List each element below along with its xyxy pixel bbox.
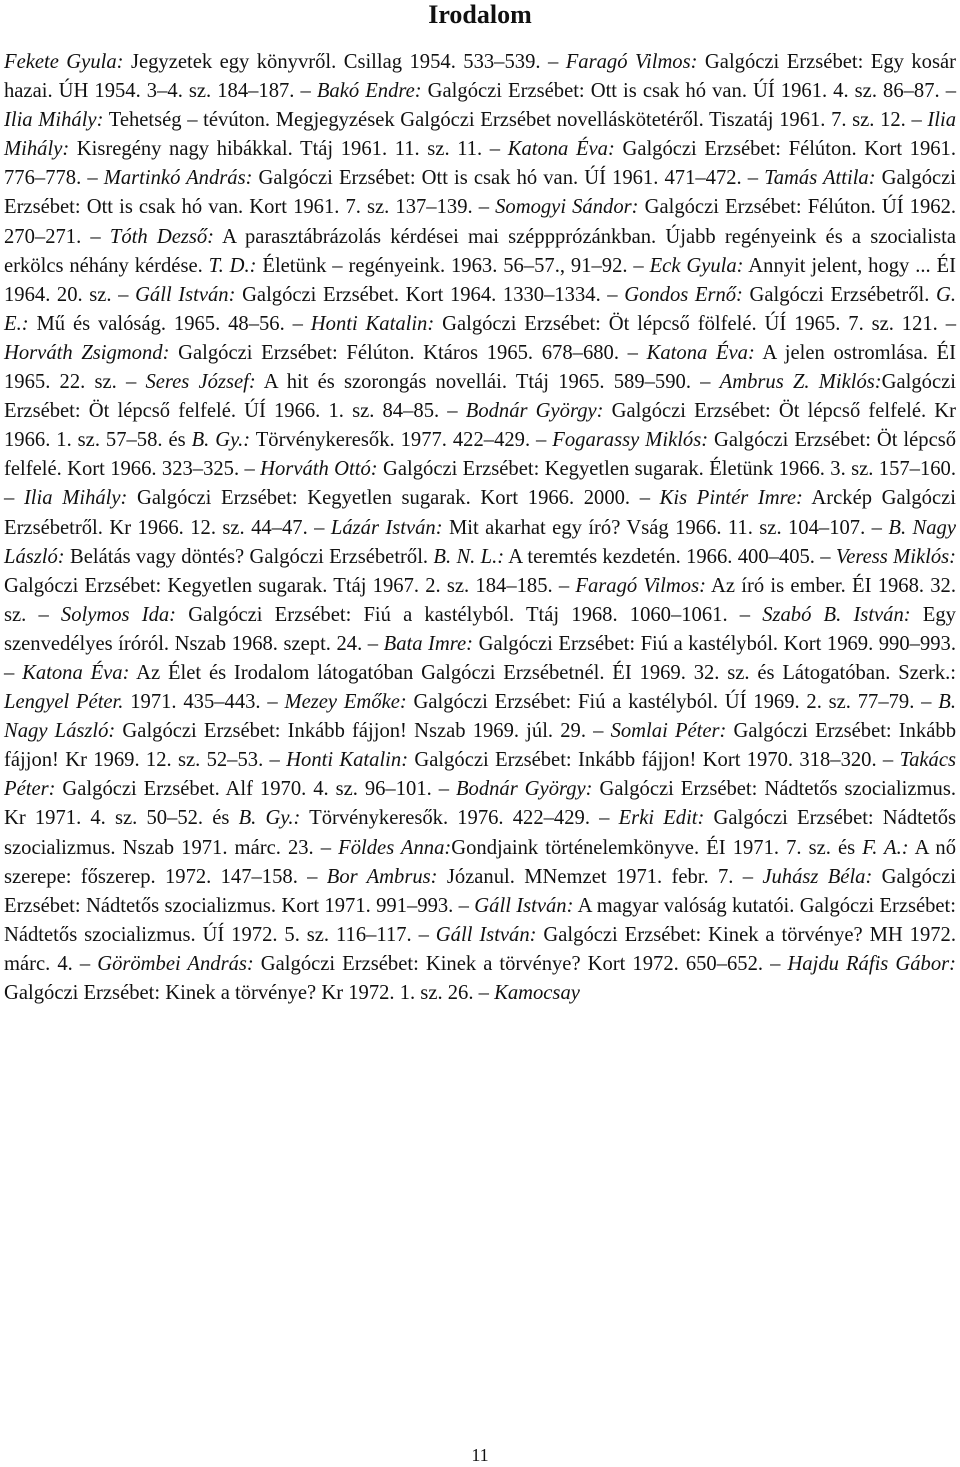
reference-text: Tehetség – tévúton. Megjegyzések Galgóczi Erzsébet novelláskötetéről. Tiszatáj 1961. 7. sz. 12. – bbox=[103, 109, 928, 132]
reference-author: Katona Éva: bbox=[507, 138, 615, 161]
reference-author: Somlai Péter: bbox=[610, 720, 727, 743]
reference-text: Galgóczi Erzsébet: Kinek a törvénye? Kort 1972. 650–652. – bbox=[253, 952, 788, 975]
reference-text: Józanul. MNemzet 1971. febr. 7. – bbox=[437, 865, 763, 888]
reference-text: Az Élet és Irodalom látogatóban Galgóczi Erzsébetnél. ÉI 1969. 32. sz. és Látogatóban. Szerk.: bbox=[129, 661, 957, 684]
reference-text: Galgóczi Erzsébet: Öt lépcső felfelé. Kort 1966. 323–325. – bbox=[4, 429, 957, 481]
reference-author: Eck Gyula: bbox=[649, 254, 744, 277]
reference-text: Gondjaink történelemkönyve. ÉI 1971. 7. sz. és bbox=[451, 836, 863, 859]
reference-text: Mű és valóság. 1965. 48–56. – bbox=[28, 312, 311, 335]
reference-text: Galgóczi Erzsébetről. bbox=[742, 283, 936, 306]
reference-author: Kamocsay bbox=[494, 982, 580, 1004]
reference-author: Faragó Vilmos: bbox=[575, 574, 706, 597]
reference-author: Veress Miklós: bbox=[835, 545, 956, 568]
reference-author: Juhász Béla: bbox=[762, 865, 873, 888]
reference-text: Galgóczi Erzsébet: Nádtetős szocializmus. Kr 1971. 4. sz. 50–52. és bbox=[4, 778, 956, 830]
reference-author: B. Nagy László: bbox=[4, 691, 956, 743]
reference-text: A hit és szorongás novellái. Ttáj 1965. 589–590. – bbox=[255, 371, 720, 394]
reference-text: Galgóczi Erzsébet: Inkább fájjon! Kr 1969. 12. sz. 52–53. – bbox=[4, 720, 956, 772]
reference-author: F. A.: bbox=[862, 836, 909, 859]
reference-text: Törvénykeresők. 1976. 422–429. – bbox=[300, 807, 619, 830]
reference-text: Galgóczi Erzsébet: Kegyetlen sugarak. Ttáj 1967. 2. sz. 184–185. – bbox=[4, 574, 576, 597]
reference-text: 1971. 435–443. – bbox=[123, 691, 285, 714]
reference-text: Galgóczi Erzsébet: Ott is csak hó van. Kort 1961. 7. sz. 137–139. – bbox=[4, 167, 956, 219]
reference-author: Horváth Ottó: bbox=[260, 458, 378, 481]
reference-text: Kisregény nagy hibákkal. Ttáj 1961. 11. sz. 11. – bbox=[69, 138, 508, 161]
reference-author: Mezey Emőke: bbox=[284, 691, 407, 714]
reference-text: Törvénykeresők. 1977. 422–429. – bbox=[250, 429, 553, 452]
reference-author: Martinkó András: bbox=[103, 167, 253, 190]
reference-author: Lázár István: bbox=[330, 516, 443, 539]
reference-author: Hajdu Ráfis Gábor: bbox=[787, 952, 956, 975]
reference-author: Katona Éva: bbox=[646, 341, 755, 364]
reference-text: Belátás vagy döntés? Galgóczi Erzsébetről. bbox=[64, 545, 434, 568]
reference-author: B. N. L.: bbox=[433, 545, 505, 568]
reference-text: Galgóczi Erzsébet: Kinek a törvénye? Kr 1972. 1. sz. 26. – bbox=[4, 982, 495, 1004]
reference-author: Ilia Mihály: bbox=[23, 487, 128, 510]
reference-author: Lengyel Péter. bbox=[4, 691, 124, 714]
reference-text: Galgóczi Erzsébet. Kort 1964. 1330–1334. – bbox=[235, 283, 625, 306]
reference-author: Honti Katalin: bbox=[310, 312, 435, 335]
reference-text: Mit akarhat egy író? Vság 1966. 11. sz. 104–107. – bbox=[442, 516, 889, 539]
reference-text: Galgóczi Erzsébet: Kegyetlen sugarak. Életünk 1966. 3. sz. 157–160. – bbox=[4, 458, 956, 510]
reference-text: Jegyzetek egy könyvről. Csillag 1954. 533–539. – bbox=[123, 51, 566, 73]
reference-author: Faragó Vilmos: bbox=[565, 51, 698, 73]
reference-text: A parasztábrázolás kérdései mai széppprózánkban. Újabb regényeink és a szocialista erkölcs néhány kérdése. bbox=[4, 225, 956, 277]
reference-text: Galgóczi Erzsébet. Alf 1970. 4. sz. 96–101. – bbox=[55, 778, 456, 801]
reference-author: Földes Anna: bbox=[338, 836, 452, 859]
reference-author: Gondos Ernő: bbox=[624, 283, 743, 306]
reference-author: Fekete Gyula: bbox=[4, 51, 124, 73]
reference-text: Galgóczi Erzsébet: Inkább fájjon! Nszab 1969. júl. 29. – bbox=[115, 720, 611, 743]
reference-author: G. E.: bbox=[4, 283, 956, 335]
reference-author: Gáll István: bbox=[474, 894, 574, 917]
reference-author: Bor Ambrus: bbox=[326, 865, 438, 888]
reference-author: Gáll István: bbox=[135, 283, 236, 306]
reference-text: A jelen ostromlása. ÉI 1965. 22. sz. – bbox=[4, 341, 956, 394]
page-number: 11 bbox=[471, 1445, 489, 1465]
reference-text: A nő szerepe: főszerep. 1972. 147–158. – bbox=[4, 836, 956, 888]
reference-author: T. D.: bbox=[208, 254, 257, 277]
reference-author: Bodnár György: bbox=[465, 400, 604, 423]
reference-text: Galgóczi Erzsébet: Kinek a törvénye? MH 1972. márc. 4. – bbox=[4, 923, 956, 975]
reference-text: Az író is ember. ÉI 1968. 32. sz. – bbox=[4, 574, 956, 626]
reference-author: Kis Pintér Imre: bbox=[659, 487, 803, 510]
reference-text: Egy szenvedélyes íróról. Nszab 1968. szept. 24. – bbox=[4, 603, 956, 655]
reference-text: Galgóczi Erzsébet: Fiú a kastélyból. ÚÍ 1969. 2. sz. 77–79. – bbox=[406, 691, 939, 714]
bibliography-paragraph bbox=[4, 48, 956, 1008]
reference-author: Tóth Dezső: bbox=[109, 225, 215, 248]
reference-author: Seres József: bbox=[145, 371, 256, 394]
reference-text: A teremtés kezdetén. 1966. 400–405. – bbox=[504, 545, 836, 568]
reference-author: Tamás Attila: bbox=[764, 167, 876, 190]
reference-text: Galgóczi Erzsébet: Fiú a kastélyból. Kort 1969. 990–993. – bbox=[4, 632, 956, 684]
reference-author: Bakó Endre: bbox=[316, 80, 422, 103]
reference-author: Gáll István: bbox=[435, 923, 537, 946]
reference-author: B. Nagy László: bbox=[4, 516, 956, 568]
reference-author: Görömbei András: bbox=[97, 952, 254, 975]
reference-author: Fogarassy Miklós: bbox=[552, 429, 709, 452]
reference-text: Életünk – regényeink. 1963. 56–57., 91–92. – bbox=[256, 254, 650, 277]
reference-author: B. Gy.: bbox=[238, 807, 301, 830]
reference-author: Solymos Ida: bbox=[60, 603, 177, 626]
reference-text: Galgóczi Erzsébet: Félúton. ÚÍ 1962. 270–271. – bbox=[4, 196, 957, 248]
reference-text: Galgóczi Erzsébet: Öt lépcső felfelé. Kr 1966. 1. sz. 57–58. és bbox=[4, 400, 956, 452]
reference-text: Arckép Galgóczi Erzsébetről. Kr 1966. 12. sz. 44–47. – bbox=[4, 487, 956, 539]
reference-author: Szabó B. István: bbox=[762, 603, 911, 626]
reference-author: Horváth Zsigmond: bbox=[4, 341, 170, 364]
reference-author: Somogyi Sándor: bbox=[495, 196, 639, 219]
reference-author: Honti Katalin: bbox=[286, 749, 409, 772]
reference-author: Ilia Mihály: bbox=[4, 109, 104, 132]
reference-author: Erki Edit: bbox=[618, 807, 705, 830]
reference-text: Annyit jelent, hogy ... ÉI 1964. 20. sz. – bbox=[4, 254, 956, 306]
reference-text: Galgóczi Erzsébet: Kegyetlen sugarak. Kort 1966. 2000. – bbox=[127, 487, 660, 510]
reference-author: Takács Péter: bbox=[4, 749, 957, 801]
reference-text: Galgóczi Erzsébet: Öt lépcső felfelé. ÚÍ 1966. 1. sz. 84–85. – bbox=[4, 371, 956, 423]
page-title: Irodalom bbox=[428, 0, 532, 29]
reference-author: Bodnár György: bbox=[455, 778, 593, 801]
reference-text: A magyar valóság kutatói. Galgóczi Erzsébet: Nádtetős szocializmus. ÚÍ 1972. 5. sz. 116–117. – bbox=[4, 894, 956, 946]
reference-author: Ilia Mihály: bbox=[4, 109, 957, 161]
reference-text: Galgóczi Erzsébet: Inkább fájjon! Kort 1970. 318–320. – bbox=[408, 749, 900, 772]
reference-text: Galgóczi Erzsébet: Nádtetős szocializmus. Nszab 1971. márc. 23. – bbox=[4, 807, 957, 859]
reference-text: Galgóczi Erzsébet: Félúton. Kort 1961. 776–778. – bbox=[4, 138, 956, 190]
reference-text: Galgóczi Erzsébet: Nádtetős szocializmus. Kort 1971. 991–993. – bbox=[4, 865, 956, 917]
reference-text: Galgóczi Erzsébet: Egy kosár hazai. ÚH 1954. 3–4. sz. 184–187. – bbox=[4, 51, 956, 103]
reference-author: Katona Éva: bbox=[22, 661, 130, 684]
reference-text: Galgóczi Erzsébet: Fiú a kastélyból. Ttáj 1968. 1060–1061. – bbox=[176, 603, 763, 626]
reference-text: Galgóczi Erzsébet: Ott is csak hó van. ÚÍ 1961. 471–472. – bbox=[252, 167, 765, 190]
reference-author: Ambrus Z. Miklós: bbox=[719, 371, 882, 394]
reference-text: Galgóczi Erzsébet: Félúton. Ktáros 1965. 678–680. – bbox=[169, 341, 647, 364]
reference-author: Bata Imre: bbox=[383, 632, 474, 655]
reference-author: B. Gy.: bbox=[191, 429, 251, 452]
reference-text: Galgóczi Erzsébet: Ott is csak hó van. ÚÍ 1961. 4. sz. 86–87. – bbox=[421, 80, 956, 103]
reference-text: Galgóczi Erzsébet: Öt lépcső fölfelé. ÚÍ 1965. 7. sz. 121. – bbox=[434, 312, 956, 335]
